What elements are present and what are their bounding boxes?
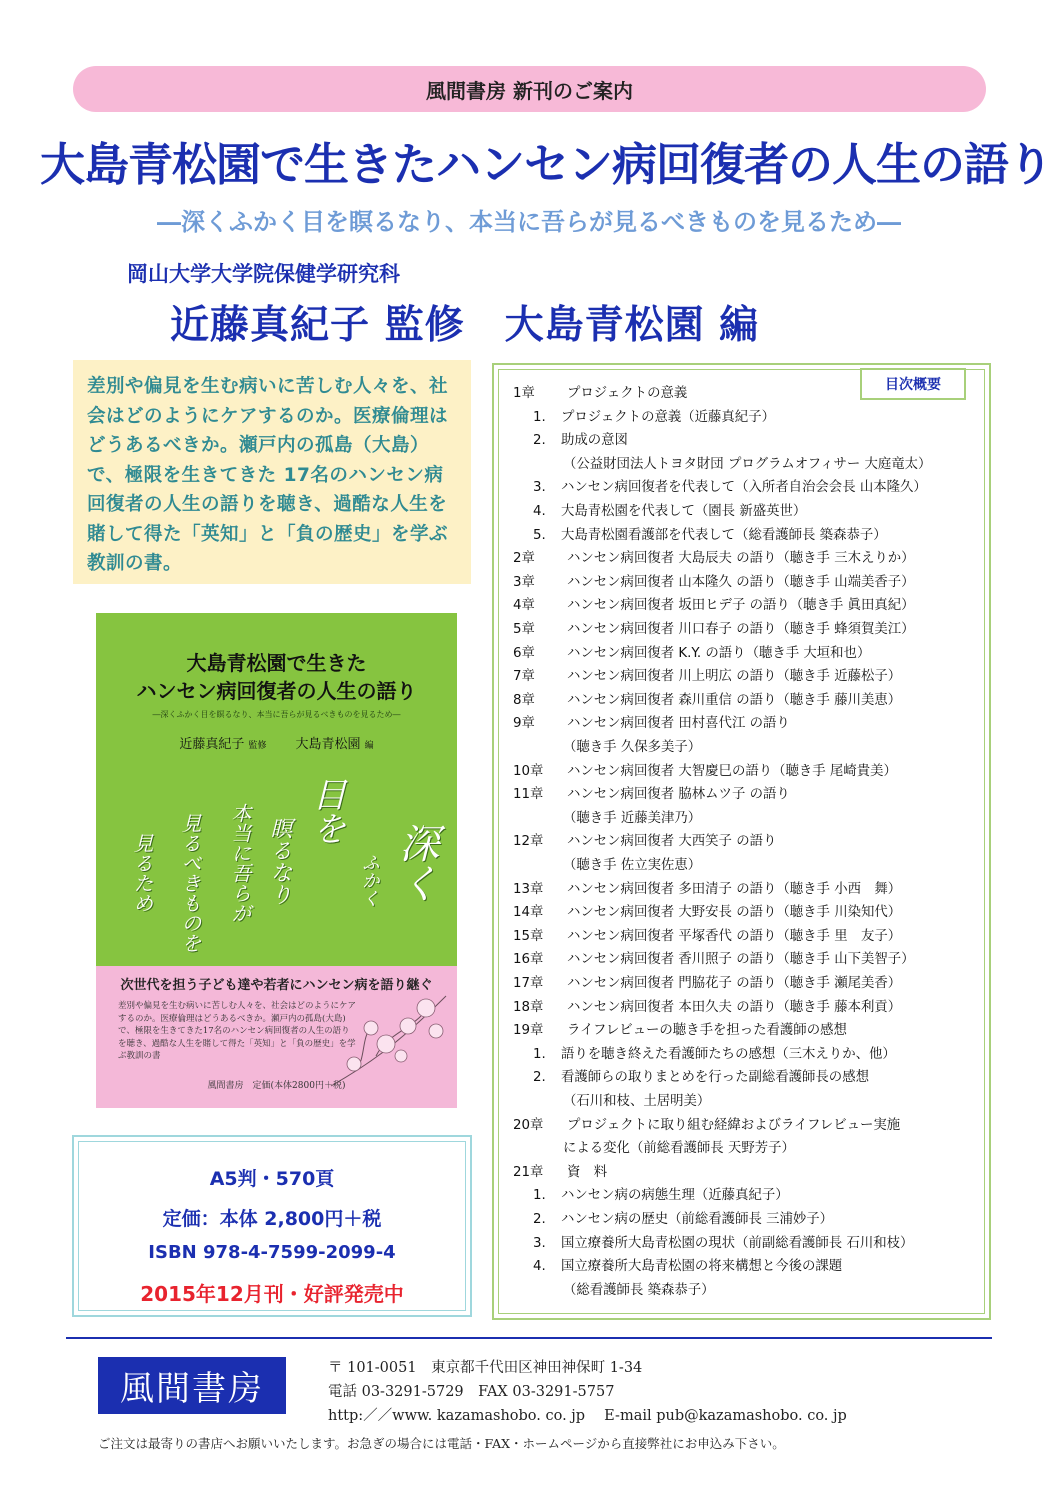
- toc-chapter-number: 1章: [513, 386, 535, 401]
- toc-chapter-number: 7章: [513, 669, 535, 685]
- toc-section-number: 2.: [533, 1070, 546, 1086]
- toc-section-title: 語りを聴き終えた看護師たちの感想（三木えりか、他）: [561, 1046, 896, 1062]
- toc-chapter-title: ハンセン病回復者 脇林ムツ子 の語り: [567, 787, 790, 803]
- cover-author-1: 近藤真紀子: [179, 737, 245, 752]
- toc-chapter-number: 14章: [513, 905, 544, 921]
- header-band: [73, 66, 986, 112]
- toc-section-number: 1.: [533, 1188, 546, 1204]
- calligraphy-col-6: 見るべきものを: [178, 813, 202, 953]
- toc-chapter-title: ハンセン病回復者 山本隆久 の語り（聴き手 山端美香子）: [567, 574, 915, 590]
- spec-box: [72, 1135, 472, 1317]
- toc-continuation: （公益財団法人トヨタ財団 プログラムオフィサー 大庭竜太）: [563, 456, 932, 472]
- cover-role-2: 編: [364, 741, 374, 751]
- toc-chapter-title: ハンセン病回復者 大西笑子 の語り: [567, 834, 777, 850]
- toc-chapter-title: ハンセン病回復者 多田清子 の語り（聴き手 小西 舞）: [567, 881, 902, 897]
- toc-chapter-number: 17章: [513, 976, 544, 991]
- order-note: ご注文は最寄りの書店へお願いいたします。お急ぎの場合には電話・FAX・ホームページから直接弊社にお申込み下さい。: [98, 1436, 785, 1451]
- toc-chapter-number: 6章: [513, 645, 535, 661]
- cover-blurb: 差別や偏見を生む病いに苦しむ人々を、社会はどのようにケアするのか。医療倫理はどうあるべきか。瀬戸内の孤島(大島)で、極限を生きてきた17名のハンセン病回復者の人生の語りを聴き、過酷な人生を賭して得た「英知」と「負の歴史」を学ぶ教訓の書: [118, 1001, 357, 1061]
- affiliation: 岡山大学大学院保健学研究科: [127, 261, 400, 286]
- book-subtitle: ―深くふかく目を瞑るなり、本当に吾らが見るべきものを見るため―: [157, 207, 901, 236]
- toc-chapter-title: ハンセン病回復者 坂田ヒデ子 の語り（聴き手 眞田真紀）: [567, 598, 915, 614]
- publisher-phone-fax: 電話 03-3291-5729 FAX 03-3291-5757: [328, 1384, 615, 1400]
- toc-chapter-number: 12章: [513, 834, 544, 850]
- calligraphy-col-4: 瞑るなり: [267, 817, 292, 905]
- publisher-logo: 風間書房: [98, 1357, 286, 1414]
- toc-section-title: 大島青松園を代表して（園長 新盛英世）: [561, 504, 807, 519]
- toc-section-title: 大島青松園看護部を代表して（総看護師長 築森恭子）: [561, 527, 887, 543]
- publisher-web-email: http:／／www. kazamashobo. co. jp E-mail pub@kazamashobo. co. jp: [328, 1408, 847, 1424]
- toc-chapter-number: 10章: [513, 763, 544, 779]
- toc-section-title: 国立療養所大島青松園の将来構想と今後の課題: [561, 1259, 843, 1275]
- toc-section-number: 3.: [533, 480, 546, 496]
- toc-section-title: 助成の意図: [561, 433, 628, 449]
- toc-continuation: （聴き手 近藤美津乃）: [563, 810, 702, 826]
- toc-continuation: （石川和枝、土居明美）: [563, 1094, 711, 1109]
- calligraphy-col-1: 深く: [393, 823, 439, 903]
- toc-label: 目次概要: [860, 368, 966, 400]
- toc-section-title: 看護師らの取りまとめを行った副総看護師長の感想: [561, 1070, 869, 1086]
- toc-chapter-number: 21章: [513, 1164, 544, 1180]
- toc-chapter-title: ハンセン病回復者 大島辰夫 の語り（聴き手 三木えりか）: [567, 551, 915, 567]
- cover-title-line-2: ハンセン病回復者の人生の語り: [136, 679, 417, 703]
- toc-continuation: （総看護師長 築森恭子）: [563, 1282, 715, 1298]
- publisher-address: 〒 101-0051 東京都千代田区神田神保町 1-34: [328, 1360, 643, 1376]
- toc-section-number: 2.: [533, 433, 546, 449]
- toc-inner-frame: [498, 369, 985, 1314]
- toc-section-number: 1.: [533, 409, 546, 425]
- calligraphy-col-2: ふかく: [359, 853, 380, 907]
- toc-chapter-number: 5章: [513, 622, 535, 637]
- cover-pink-band: [96, 966, 457, 1108]
- calligraphy-col-5: 本当に吾らが: [228, 803, 252, 923]
- toc-chapter-number: 19章: [513, 1023, 544, 1039]
- toc-chapter-number: 13章: [513, 881, 544, 897]
- editors-line: 近藤真紀子 監修 大島青松園 編: [170, 302, 760, 348]
- cover-role-1: 監修: [248, 741, 267, 751]
- toc-chapter-title: ハンセン病回復者 大野安長 の語り（聴き手 川染知代）: [567, 905, 902, 921]
- cover-authors: [96, 733, 457, 752]
- toc-chapter-number: 18章: [513, 999, 544, 1015]
- toc-chapter-title: ハンセン病回復者 本田久夫 の語り（聴き手 藤本利貢）: [567, 999, 902, 1015]
- book-title: 大島青松園で生きたハンセン病回復者の人生の語り: [40, 138, 1053, 191]
- toc-section-title: プロジェクトの意義（近藤真紀子）: [561, 409, 775, 425]
- toc-chapter-title: ハンセン病回復者 田村喜代江 の語り: [567, 716, 790, 732]
- toc-continuation: による変化（前総看護師長 天野芳子）: [563, 1141, 795, 1157]
- toc-chapter-number: 16章: [513, 952, 544, 968]
- toc-chapter-title: ハンセン病回復者 森川重信 の語り（聴き手 藤川美恵）: [567, 692, 902, 708]
- toc-chapter-title: ハンセン病回復者 香川照子 の語り（聴き手 山下美智子）: [567, 952, 915, 968]
- toc-chapter-title: ハンセン病回復者 平塚香代 の語り（聴き手 里 友子）: [567, 928, 902, 944]
- cover-calligraphy: [116, 773, 446, 953]
- toc-chapter-title: ハンセン病回復者 K.Y. の語り（聴き手 大垣和也）: [567, 645, 871, 661]
- cover-publisher-price: 風間書房 定価(本体2800円＋税): [207, 1081, 346, 1091]
- toc-continuation: （聴き手 久保多美子）: [563, 740, 702, 755]
- spec-format: A5判・570頁: [209, 1168, 335, 1190]
- toc-section-title: ハンセン病の病態生理（近藤真紀子）: [561, 1188, 789, 1204]
- cover-author-2: 大島青松園: [295, 737, 361, 752]
- spec-isbn: ISBN 978-4-7599-2099-4: [148, 1242, 396, 1263]
- toc-section-title: 国立療養所大島青松園の現状（前副総看護師長 石川和枝）: [561, 1235, 914, 1251]
- toc-section-number: 1.: [533, 1046, 546, 1062]
- toc-continuation: （聴き手 佐立実佐恵）: [563, 858, 702, 873]
- toc-chapter-title: ライフレビューの聴き手を担った看護師の感想: [567, 1023, 847, 1039]
- toc-chapter-title: プロジェクトに取り組む経緯およびライフレビュー実施: [567, 1117, 901, 1133]
- footer-rule: [66, 1337, 992, 1339]
- toc-chapter-title: ハンセン病回復者 川上明広 の語り（聴き手 近藤松子）: [567, 669, 902, 685]
- spec-price: 定価：本体 2,800円＋税: [162, 1208, 382, 1230]
- toc-chapter-title: ハンセン病回復者 門脇花子 の語り（聴き手 瀬尾美香）: [567, 976, 902, 991]
- cover-subtitle: ―深くふかく目を瞑るなり、本当に吾らが見るべきものを見るため―: [152, 710, 401, 719]
- toc-chapter-number: 4章: [513, 598, 535, 614]
- toc-chapter-number: 15章: [513, 928, 544, 944]
- cover-title-line-1: 大島青松園で生きた: [186, 651, 367, 675]
- toc-chapter-number: 8章: [513, 692, 535, 708]
- toc-chapter-title: ハンセン病回復者 大智慶巳の語り（聴き手 尾崎貴美）: [567, 763, 897, 779]
- header-band-text: 風間書房 新刊のご案内: [426, 78, 633, 103]
- toc-section-number: 5.: [533, 527, 546, 543]
- toc-chapter-title: プロジェクトの意義: [567, 386, 688, 401]
- toc-section-number: 2.: [533, 1212, 546, 1227]
- toc-section-number: 4.: [533, 504, 546, 519]
- spec-release: 2015年12月刊・好評発売中: [140, 1282, 404, 1306]
- toc-chapter-number: 11章: [513, 787, 544, 803]
- calligraphy-col-3: 目を: [306, 777, 346, 845]
- toc-chapter-number: 3章: [513, 574, 535, 590]
- toc-section-number: 3.: [533, 1235, 546, 1251]
- calligraphy-col-7: 見るため: [130, 833, 154, 913]
- toc-section-number: 4.: [533, 1259, 546, 1275]
- toc-chapter-number: 2章: [513, 551, 535, 567]
- cover-tagline: 次世代を担う子ども達や若者にハンセン病を語り継ぐ: [120, 978, 433, 993]
- intro-text: 差別や偏見を生む病いに苦しむ人々を、社会はどのようにケアするのか。医療倫理はどうあるべきか。瀬戸内の孤島（大島）で、極限を生きてきた 17名のハンセン病回復者の人生の語りを聴き、過酷な人生を賭して得た「英知」と「負の歴史」を学ぶ教訓の書。: [87, 376, 449, 574]
- intro-box: [73, 360, 471, 584]
- toc-chapter-number: 9章: [513, 716, 535, 732]
- toc-chapter-number: 20章: [513, 1117, 544, 1133]
- toc-chapter-title: ハンセン病回復者 川口春子 の語り（聴き手 蜂須賀美江）: [567, 622, 915, 637]
- book-cover: [96, 613, 457, 1108]
- toc-box: [492, 363, 991, 1320]
- cover-title: [96, 649, 457, 705]
- spec-inner-frame: [78, 1141, 466, 1311]
- toc-section-title: ハンセン病の歴史（前総看護師長 三浦妙子）: [561, 1212, 834, 1227]
- toc-section-title: ハンセン病回復者を代表して（入所者自治会会長 山本隆久）: [561, 480, 927, 496]
- toc-chapter-title: 資 料: [567, 1164, 608, 1180]
